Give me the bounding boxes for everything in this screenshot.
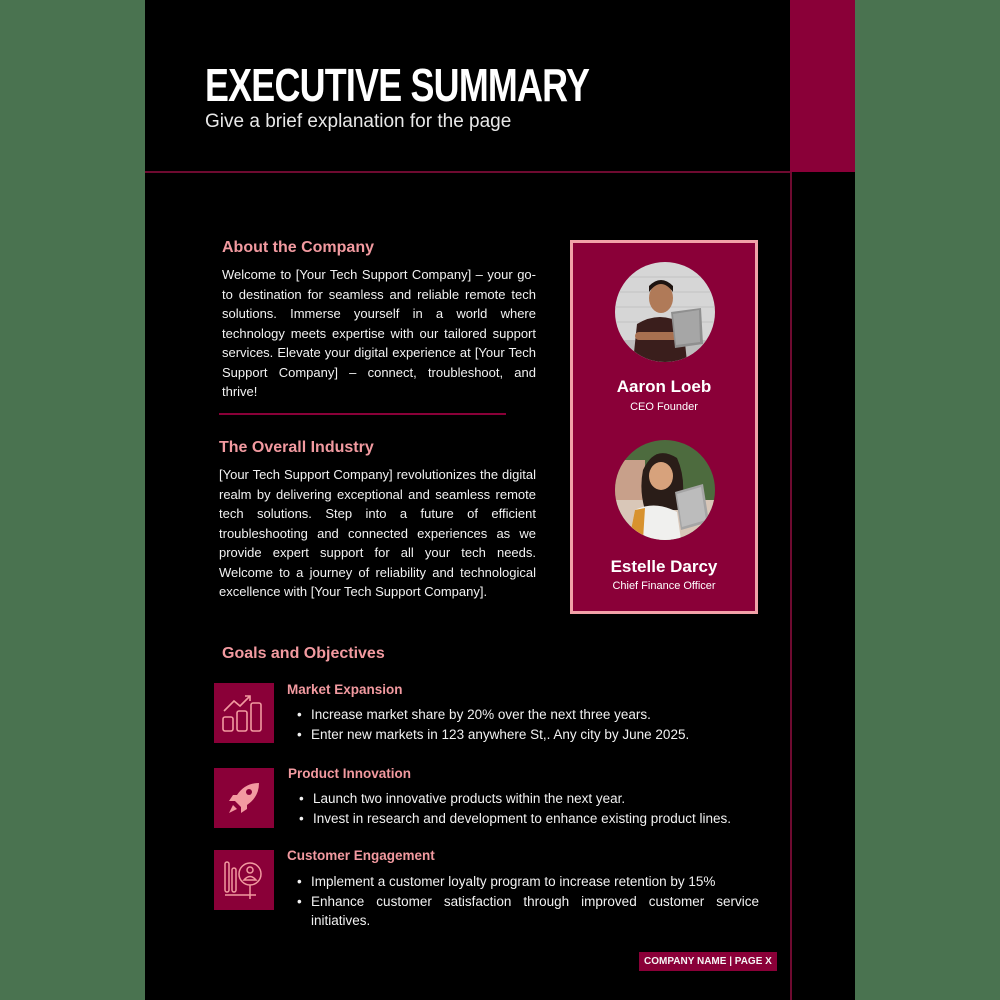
goal-bullet: • Increase market share by 20% over the next three years. <box>297 705 767 725</box>
page-title: EXECUTIVE SUMMARY <box>205 59 590 111</box>
growth-chart-icon <box>214 683 274 743</box>
header-accent-block <box>790 0 855 172</box>
avatar-estelle-darcy <box>615 440 715 540</box>
goal-bullet: • Enhance customer satisfaction through improved customer service initiatives. <box>297 892 759 931</box>
goal-bullet-list <box>297 705 767 744</box>
customer-search-icon <box>214 850 274 910</box>
goal-bullet-list <box>297 872 759 931</box>
woman-with-laptop-photo <box>615 440 715 540</box>
right-margin-rule <box>790 172 792 1000</box>
man-with-laptop-photo <box>615 262 715 362</box>
industry-heading: The Overall Industry <box>219 439 374 456</box>
document-page <box>145 0 855 1000</box>
goal-title: Product Innovation <box>288 766 411 781</box>
goal-title: Market Expansion <box>287 682 403 697</box>
goal-bullet: • Launch two innovative products within the next year. <box>299 789 769 809</box>
avatar-aaron-loeb <box>615 262 715 362</box>
goal-bullet-list <box>299 789 769 828</box>
page-subtitle: Give a brief explanation for the page <box>205 111 512 132</box>
goal-title: Customer Engagement <box>287 848 435 863</box>
person-role: CEO Founder <box>630 401 698 413</box>
person-name: Aaron Loeb <box>616 377 712 396</box>
person-role: Chief Finance Officer <box>612 580 716 592</box>
industry-body: [Your Tech Support Company] revolutionizes the digital realm by delivering exceptional and seamless remote tech solutions. Step into a future of efficient troubleshooting and connected experiences as we provide expert support for all your tech needs. Welcome to a journey of reliability and technological excellence with [Your Tech Support Company]. <box>219 467 536 599</box>
section-divider <box>219 413 506 415</box>
page-footer-label: COMPANY NAME | PAGE X <box>639 952 777 971</box>
person-name: Estelle Darcy <box>610 557 718 576</box>
goals-heading: Goals and Objectives <box>222 645 385 662</box>
goal-bullet: • Invest in research and development to enhance existing product lines. <box>299 809 769 829</box>
about-heading: About the Company <box>222 239 374 256</box>
rocket-icon <box>214 768 274 828</box>
goal-bullet: • Implement a customer loyalty program to increase retention by 15% <box>297 872 759 892</box>
team-card <box>570 240 758 614</box>
header-divider <box>145 171 790 173</box>
about-body: Welcome to [Your Tech Support Company] – your go-to destination for seamless and reliable remote tech solutions. Immerse yourself in a world where technology meets expertise with our tailored support services. Elevate your digital experience at [Your Tech Support Company] – connect, troubleshoot, and thrive! <box>222 267 536 399</box>
goal-bullet: • Enter new markets in 123 anywhere St,. Any city by June 2025. <box>297 725 767 745</box>
